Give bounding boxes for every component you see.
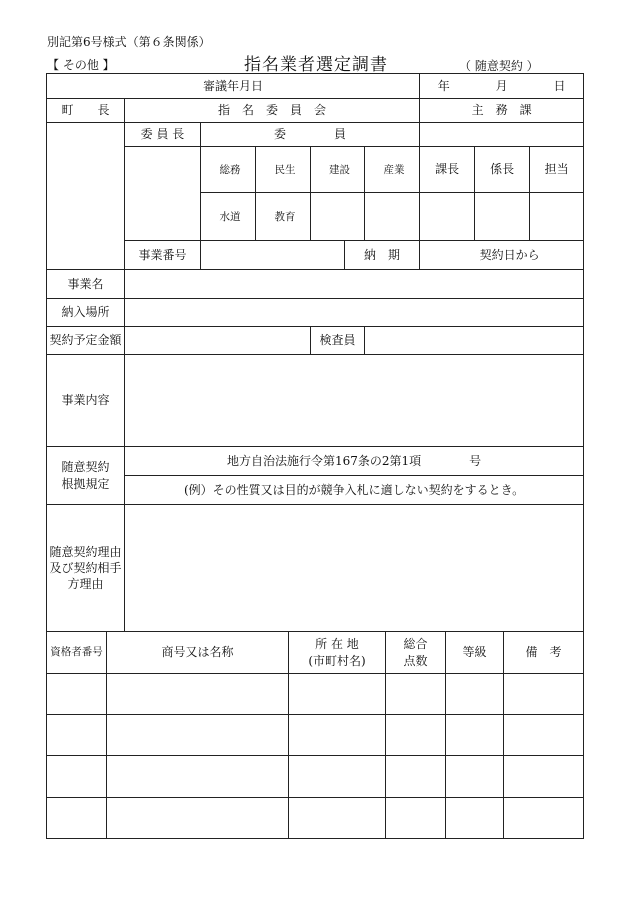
member-sangyou-label: 産業: [383, 164, 405, 177]
basis-label: [47, 447, 125, 505]
member-kensetsu-label: 建設: [329, 164, 350, 177]
page-title: 指名業者選定調書: [244, 55, 388, 75]
planned-price-field[interactable]: [125, 327, 311, 355]
basis-example-text: (例）その性質又は目的が競争入札に適しない契約をするとき。: [183, 482, 525, 497]
basis-example-field[interactable]: [125, 476, 584, 505]
reason-field[interactable]: [125, 505, 584, 632]
project-content-label: 事業内容: [47, 355, 125, 447]
department-label: 主 務 課: [420, 99, 584, 123]
qual-number-cell[interactable]: [47, 674, 107, 715]
member-kyouiku-label: 教育: [274, 211, 296, 224]
delivery-place-label: 納入場所: [47, 299, 125, 327]
member-soumu-label: 総務: [219, 164, 241, 177]
chair-seal-box[interactable]: [125, 147, 201, 241]
vendor-header-row: [47, 632, 584, 674]
score-cell[interactable]: [386, 715, 446, 756]
grade-cell[interactable]: [446, 715, 504, 756]
project-number-label: 事業番号: [125, 241, 201, 270]
remarks-header: 備 考: [504, 632, 584, 674]
deadline-label: 納 期: [345, 241, 420, 270]
table-row: [47, 756, 584, 798]
score-header-main: 総合: [403, 637, 428, 652]
member-sangyou[interactable]: [365, 147, 420, 193]
remarks-cell[interactable]: [504, 798, 584, 839]
grade-cell[interactable]: [446, 756, 504, 798]
form-reference: 別記第6号様式（第６条関係）: [47, 35, 211, 49]
reason-label: [47, 505, 125, 632]
year-label: 年: [437, 78, 450, 93]
qual-number-cell[interactable]: [47, 756, 107, 798]
vendor-name-cell[interactable]: [107, 756, 289, 798]
grade-cell[interactable]: [446, 674, 504, 715]
project-name-field[interactable]: [125, 270, 584, 299]
basis-law-text: 地方自治法施行令第167条の2第1項 号: [226, 453, 482, 468]
delivery-place-field[interactable]: [125, 299, 584, 327]
department-header-blank: [420, 123, 584, 147]
tantou-label: 担当: [530, 147, 584, 193]
month-label: 月: [495, 78, 508, 93]
deadline-value: 契約日から: [479, 247, 540, 262]
member-minsei[interactable]: [256, 147, 311, 193]
table-row: [47, 715, 584, 756]
qual-number-header: 資格者番号: [47, 632, 107, 674]
review-date-field[interactable]: [420, 74, 584, 99]
basis-label-text: 随意契約根拠規定: [61, 460, 110, 491]
kakarichou-label: 係長: [475, 147, 530, 193]
vendor-table: [46, 631, 584, 839]
qual-number-cell[interactable]: [47, 715, 107, 756]
score-header-sub: 点数: [403, 653, 428, 668]
member-seal-blank-1[interactable]: [311, 193, 365, 241]
mayor-label: 町 長: [47, 99, 125, 123]
score-cell[interactable]: [386, 756, 446, 798]
planned-price-label: 契約予定金額: [47, 327, 125, 355]
member-kyouiku[interactable]: [256, 193, 311, 241]
remarks-cell[interactable]: [504, 674, 584, 715]
day-label: 日: [553, 78, 566, 93]
member-minsei-label: 民生: [274, 164, 296, 177]
grade-header: 等級: [446, 632, 504, 674]
category-label: 【 その他 】: [47, 58, 115, 72]
location-cell[interactable]: [289, 674, 386, 715]
project-content-field[interactable]: [125, 355, 584, 447]
vendor-name-header: 商号又は名称: [107, 632, 289, 674]
remarks-cell[interactable]: [504, 756, 584, 798]
vendor-name-cell[interactable]: [107, 798, 289, 839]
chair-label: 委 員 長: [125, 123, 201, 147]
grade-cell[interactable]: [446, 798, 504, 839]
location-cell[interactable]: [289, 798, 386, 839]
approval-and-project-table: [46, 73, 584, 632]
vendor-name-cell[interactable]: [107, 674, 289, 715]
table-row: [47, 798, 584, 839]
kachou-label: 課長: [420, 147, 475, 193]
location-header-sub: (市町村名): [308, 653, 366, 668]
member-kensetsu[interactable]: [311, 147, 365, 193]
inspector-label: 検査員: [311, 327, 365, 355]
member-soumu[interactable]: [201, 147, 256, 193]
member-suidou[interactable]: [201, 193, 256, 241]
committee-label: 指 名 委 員 会: [125, 99, 420, 123]
mayor-seal-box[interactable]: [47, 123, 125, 270]
location-header: [289, 632, 386, 674]
location-cell[interactable]: [289, 756, 386, 798]
score-header: [386, 632, 446, 674]
tantou-seal-box[interactable]: [530, 193, 584, 241]
review-date-label: 審議年月日: [47, 74, 420, 99]
member-suidou-label: 水道: [219, 211, 241, 224]
project-name-label: 事業名: [47, 270, 125, 299]
reason-label-text: 随意契約理由及び契約相手方理由: [49, 544, 122, 592]
table-row: [47, 674, 584, 715]
score-cell[interactable]: [386, 674, 446, 715]
qual-number-cell[interactable]: [47, 798, 107, 839]
deadline-field[interactable]: [420, 241, 584, 270]
member-seal-blank-2[interactable]: [365, 193, 420, 241]
vendor-name-cell[interactable]: [107, 715, 289, 756]
score-cell[interactable]: [386, 798, 446, 839]
location-header-main: 所 在 地: [315, 637, 359, 652]
members-label: 委 員: [201, 123, 420, 147]
kakarichou-seal-box[interactable]: [475, 193, 530, 241]
basis-law-field[interactable]: [125, 447, 584, 476]
location-cell[interactable]: [289, 715, 386, 756]
project-number-field[interactable]: [201, 241, 345, 270]
contract-type-label: （ 随意契約 ）: [459, 59, 539, 73]
kachou-seal-box[interactable]: [420, 193, 475, 241]
inspector-field[interactable]: [365, 327, 584, 355]
remarks-cell[interactable]: [504, 715, 584, 756]
